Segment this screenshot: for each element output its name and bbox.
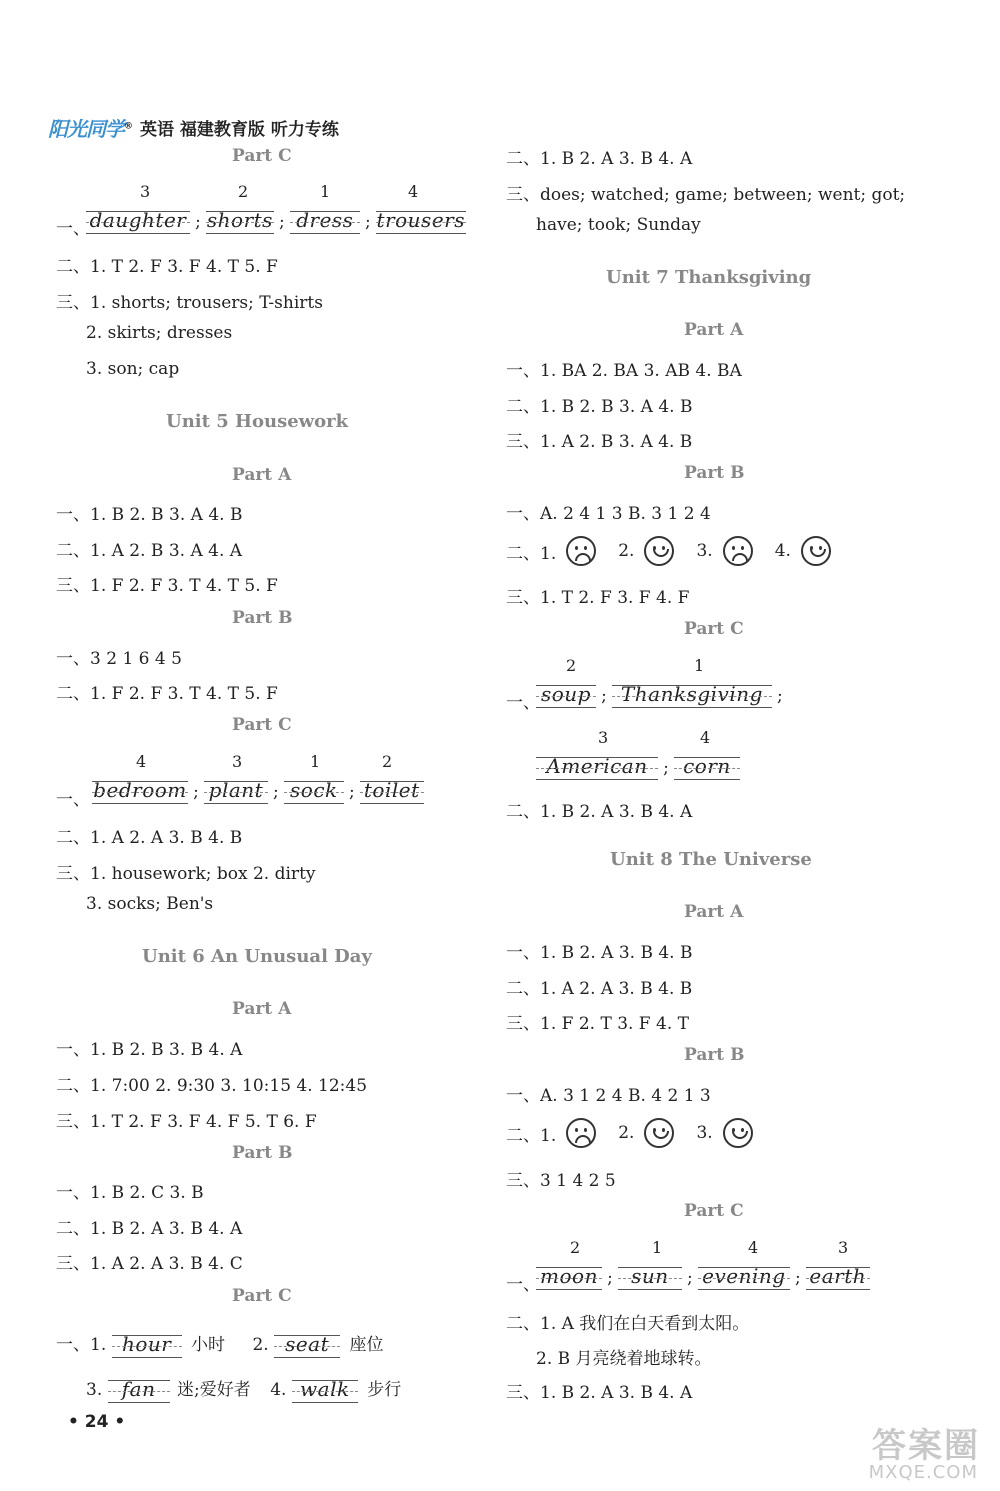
answer-line: 一、A. 3 1 2 4 B. 4 2 1 3 [506,1086,711,1106]
answer-line: 二、1. B 2. A 3. B 4. A [506,149,693,169]
answer-blank: daughter [86,208,190,236]
answer-blank: dress [290,208,360,236]
section-heading: Part B [684,463,745,483]
answer-line: 二、1. A 2. A 3. B 4. B [506,979,693,999]
happy-face-icon [644,536,674,566]
page-header [48,112,339,142]
answer-line: 一、A. 2 4 1 3 B. 3 1 2 4 [506,504,711,524]
unit-title: Unit 6 An Unusual Day [142,946,372,967]
answer-line: 二、1. F 2. F 3. T 4. T 5. F [56,684,278,704]
exercise-label: 一、 [506,693,540,713]
answer-blank: soup [536,682,596,710]
face-row [506,536,831,566]
section-heading: Part C [684,619,744,639]
answer-line: 三、1. F 2. T 3. F 4. T [506,1014,689,1034]
answer-line: 3. socks; Ben's [86,894,214,914]
section-heading: Part A [232,465,292,485]
happy-face-icon [801,536,831,566]
meaning: 步行 [367,1380,402,1400]
section-heading: Part C [232,1286,292,1306]
blank-row: 4 3 1 2 bedroom ; plant ; sock ; toilet [86,752,466,812]
answer-line: 2. skirts; dresses [86,323,233,343]
section-heading: Part A [684,320,744,340]
happy-face-icon [644,1118,674,1148]
item-number: 2. [618,1123,635,1143]
answer-blank: earth [806,1264,870,1292]
brand-logo: 阳光同学® [48,116,132,141]
answer-blank: Thanksgiving [612,682,772,710]
answer-line: 一、1. B 2. B 3. A 4. B [56,505,243,525]
blank-row: 2 1 soup ; Thanksgiving ; [536,656,836,716]
answer-line: 一、1. B 2. B 3. B 4. A [56,1040,243,1060]
answer-blank: plant [204,778,268,806]
answer-blank: corn [674,754,740,782]
order-number: 1 [320,182,331,201]
answer-line: 二、1. B 2. A 3. B 4. A [506,802,693,822]
vocab-row [56,1330,384,1360]
order-number: 1 [652,1238,663,1257]
item-number: 2. [252,1335,269,1355]
exercise-label: 一、 [56,219,90,239]
item-number: 二、1. [506,1125,557,1146]
answer-line: 三、1. T 2. F 3. F 4. F [506,588,690,608]
item-number: 3. [86,1380,103,1400]
answer-blank: moon [536,1264,602,1292]
answer-line: 三、1. A 2. B 3. A 4. B [506,432,693,452]
answer-line: 三、1. F 2. F 3. T 4. T 5. F [56,576,278,596]
page-number: • 24 • [68,1412,126,1432]
answer-line: 一、1. B 2. A 3. B 4. B [506,943,693,963]
order-number: 1 [310,752,321,771]
answer-line: 三、1. housework; box 2. dirty [56,864,316,884]
order-number: 1 [694,656,705,675]
watermark-logo: 答案圈 [872,1426,980,1466]
section-heading: Part B [232,608,293,628]
order-number: 2 [382,752,393,771]
header-title: 英语 福建教育版 听力专练 [140,119,339,140]
meaning: 座位 [349,1335,384,1355]
item-number: 4. [270,1380,287,1400]
answer-line: 三、1. A 2. A 3. B 4. C [56,1254,243,1274]
item-number: 3. [696,541,713,561]
vocab-row [86,1375,401,1405]
order-number: 2 [570,1238,581,1257]
answer-line: have; took; Sunday [536,215,701,235]
section-heading: Part A [232,999,292,1019]
face-row [506,1118,753,1148]
order-number: 4 [748,1238,759,1257]
sad-face-icon [566,1118,596,1148]
meaning: 小时 [191,1335,226,1355]
answer-line: 三、1. T 2. F 3. F 4. F 5. T 6. F [56,1112,317,1132]
section-heading: Part C [684,1201,744,1221]
section-heading: Part C [232,715,292,735]
answer-line: 2. B 月亮绕着地球转。 [536,1349,712,1369]
answer-line: 一、1. BA 2. BA 3. AB 4. BA [506,361,742,381]
order-number: 4 [136,752,147,771]
section-heading: Part B [232,1143,293,1163]
item-number: 2. [618,541,635,561]
answer-blank: hour [112,1332,182,1360]
answer-blank: evening [698,1264,790,1292]
answer-blank: trousers [376,208,466,236]
answer-line: 二、1. A 我们在白天看到太阳。 [506,1314,750,1334]
answer-blank: fan [108,1377,170,1405]
answer-line: 二、1. A 2. A 3. B 4. B [56,828,243,848]
item-number: 4. [774,541,791,561]
section-heading: Part B [684,1045,745,1065]
section-heading: Part A [684,902,744,922]
blank-row: 2 1 4 3 moon ; sun ; evening ; earth [536,1238,896,1298]
order-number: 3 [232,752,243,771]
unit-title: Unit 8 The Universe [610,849,812,870]
answer-blank: bedroom [92,778,188,806]
order-number: 2 [566,656,577,675]
order-number: 4 [700,728,711,747]
blank-row: 3 4 American ; corn [536,728,836,788]
happy-face-icon [723,1118,753,1148]
blank-row: 3 2 1 4 daughter ; shorts ; dress ; trousers [86,182,466,242]
watermark-url: MXQE.COM [868,1462,978,1483]
answer-blank: shorts [206,208,274,236]
answer-line: 一、1. B 2. C 3. B [56,1183,204,1203]
answer-line: 二、1. 7:00 2. 9:30 3. 10:15 4. 12:45 [56,1076,368,1096]
unit-title: Unit 5 Housework [166,411,349,432]
answer-line: 3. son; cap [86,359,180,379]
answer-line: 三、1. shorts; trousers; T-shirts [56,293,323,313]
answer-blank: toilet [360,778,424,806]
exercise-label: 一、 [56,790,90,810]
answer-line: 三、3 1 4 2 5 [506,1171,616,1191]
section-heading: Part C [232,146,292,166]
unit-title: Unit 7 Thanksgiving [606,267,812,288]
order-number: 4 [408,182,419,201]
item-number: 3. [696,1123,713,1143]
answer-line: 二、1. B 2. B 3. A 4. B [506,397,693,417]
answer-line: 二、1. B 2. A 3. B 4. A [56,1219,243,1239]
exercise-label: 一、 [506,1275,540,1295]
answer-line: 二、1. A 2. B 3. A 4. A [56,541,243,561]
answer-blank: sock [284,778,344,806]
order-number: 2 [238,182,249,201]
order-number: 3 [838,1238,849,1257]
answer-line: 二、1. T 2. F 3. F 4. T 5. F [56,257,278,277]
answer-line: 三、1. B 2. A 3. B 4. A [506,1383,693,1403]
answer-blank: seat [274,1332,340,1360]
sad-face-icon [723,536,753,566]
sad-face-icon [566,536,596,566]
answer-blank: American [536,754,658,782]
answer-line: 一、3 2 1 6 4 5 [56,649,182,669]
answer-blank: sun [618,1264,682,1292]
answer-blank: walk [292,1377,358,1405]
order-number: 3 [598,728,609,747]
item-number: 二、1. [506,543,557,564]
answer-line: 三、does; watched; game; between; went; got; [506,185,906,205]
item-number: 一、1. [56,1335,107,1355]
order-number: 3 [140,182,151,201]
meaning: 迷;爱好者 [177,1380,251,1400]
